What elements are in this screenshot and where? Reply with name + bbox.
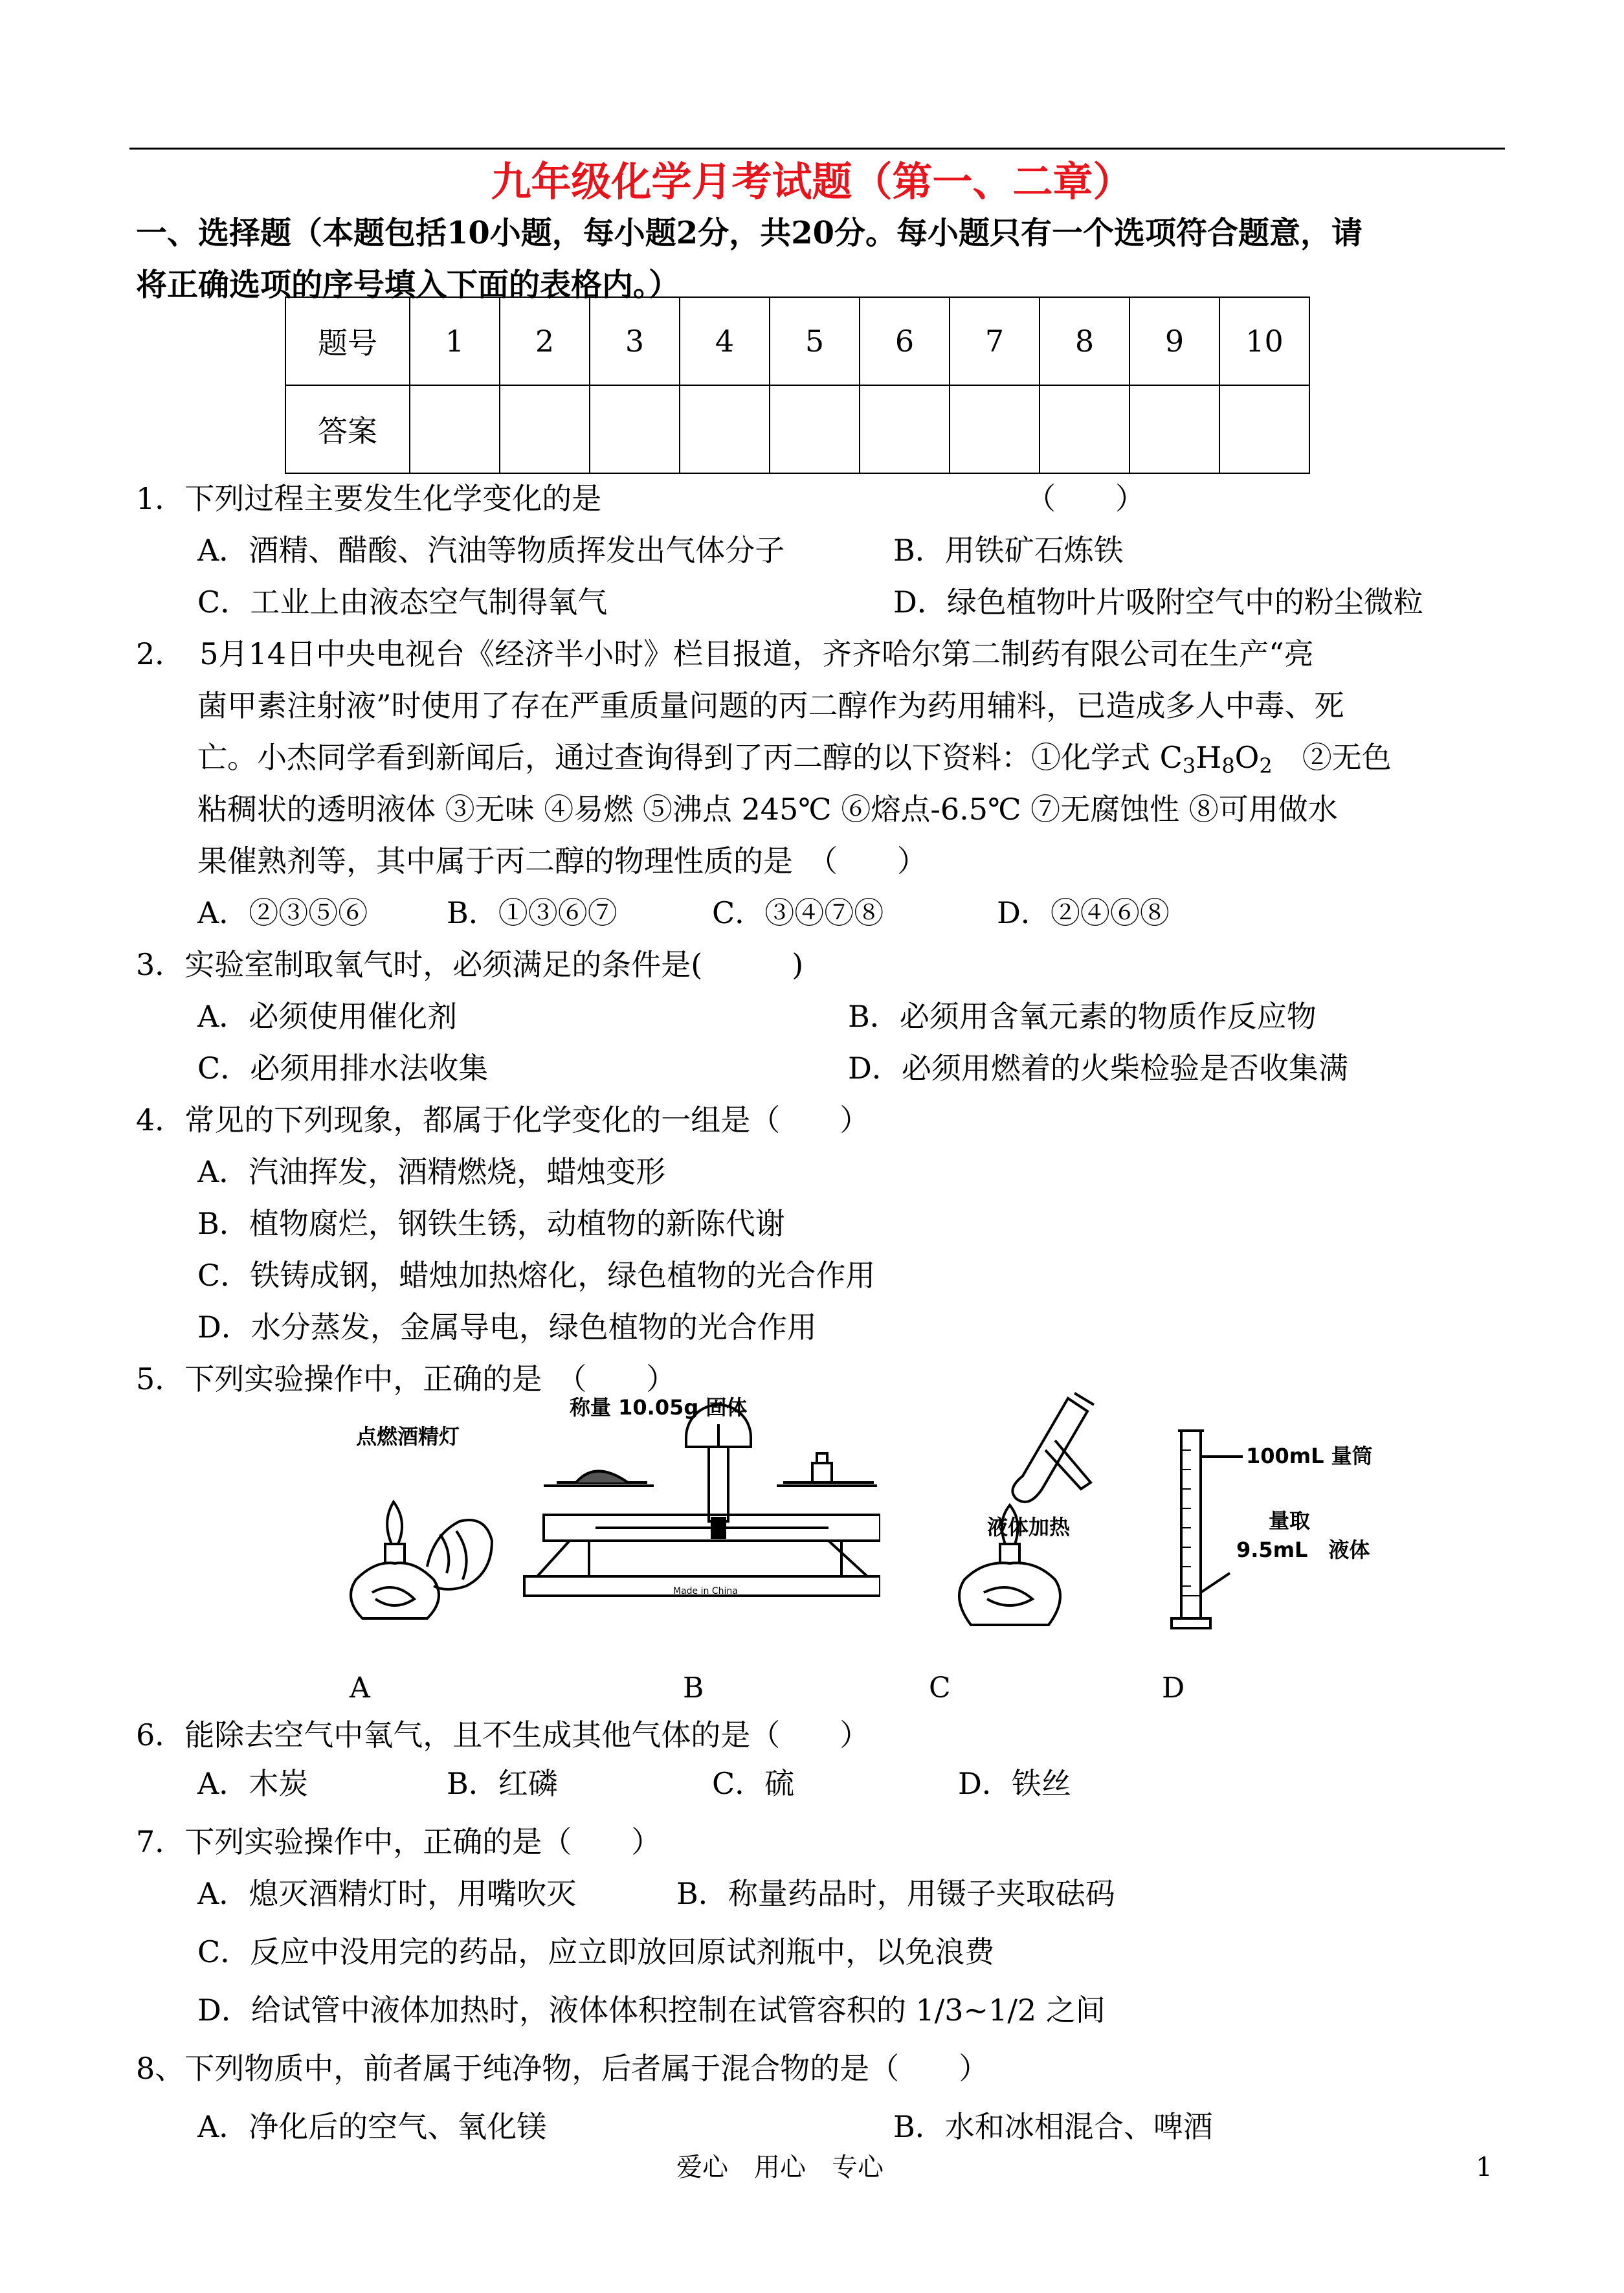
q3-option-b: B．必须用含氧元素的物质作反应物 (848, 999, 1317, 1034)
q1-stem-text: 1．下列过程主要发生化学变化的是 (136, 481, 602, 516)
q4-stem: 4．常见的下列现象，都属于化学变化的一组是（ ） (136, 1102, 870, 1137)
q3-option-d: D．必须用燃着的火柴检验是否收集满 (848, 1051, 1348, 1086)
q2-line2: 菌甲素注射液”时使用了存在严重质量问题的丙二醇作为药用辅料，已造成多人中毒、死 (197, 688, 1344, 723)
formula-subscript: 2 (1259, 754, 1273, 778)
flame-icon (387, 1502, 402, 1544)
q7-option-c: C．反应中没用完的药品，应立即放回原试剂瓶中，以免浪费 (197, 1934, 995, 1969)
answer-cell[interactable] (500, 385, 590, 473)
q4-option-d: D．水分蒸发，金属导电，绿色植物的光合作用 (197, 1310, 817, 1345)
q2-line1: 2． 5月14日中央电视台《经济半小时》栏目报道，齐齐哈尔第二制药有限公司在生产“亮 (136, 636, 1314, 671)
section-heading (136, 207, 1502, 311)
q1-option-d: D．绿色植物叶片吸附空气中的粉尘微粒 (893, 585, 1423, 620)
answer-table-row-label: 题号 (285, 297, 410, 385)
balance-pillar (709, 1447, 728, 1521)
figure-d-label-volume: 9.5mL 液体 (1236, 1538, 1370, 1562)
q1-option-c: C．工业上由液态空气制得氧气 (197, 585, 608, 620)
q4-option-b: B．植物腐烂，钢铁生锈，动植物的新陈代谢 (197, 1206, 785, 1241)
answer-cell[interactable] (680, 385, 770, 473)
answer-cell[interactable] (950, 385, 1040, 473)
q2-line5: 果催熟剂等，其中属于丙二醇的物理性质的是 （ ） (197, 844, 927, 878)
figure-option-b: B (683, 1672, 704, 1705)
q5-stem: 5．下列实验操作中，正确的是 （ ） (136, 1361, 676, 1396)
lamp-body (351, 1563, 439, 1618)
q3-stem: 3．实验室制取氧气时，必须满足的条件是( ) (136, 947, 804, 982)
q2-option-a: A．②③⑤⑥ (197, 895, 368, 930)
answer-cell[interactable] (1129, 385, 1219, 473)
q2-line3-tail: ②无色 (1272, 740, 1392, 775)
q2-line3 (197, 738, 1392, 785)
q8-option-b: B．水和冰相混合、啤酒 (893, 2109, 1213, 2144)
formula-element: O (1234, 740, 1260, 775)
cylinder-body (1178, 1431, 1204, 1618)
second-lamp-tilted (427, 1520, 492, 1589)
q6-stem: 6．能除去空气中氧气，且不生成其他气体的是（ ） (136, 1717, 870, 1752)
figure-option-a: A (350, 1672, 370, 1705)
q6-option-b: B．红磷 (447, 1766, 558, 1801)
answer-table-number: 5 (770, 297, 860, 385)
page-title: 九年级化学月考试题（第一、二章） (491, 158, 1133, 205)
answer-table-number: 6 (860, 297, 950, 385)
figure-d-label-cylinder: 100mL 量筒 (1246, 1444, 1373, 1468)
balance-maker-mark: Made in China (673, 1586, 738, 1596)
header-rule (129, 148, 1505, 150)
answer-cell[interactable] (860, 385, 950, 473)
answer-cell[interactable] (770, 385, 860, 473)
q7-option-a: A．熄灭酒精灯时，用嘴吹灭 (197, 1876, 577, 1911)
answer-cell[interactable] (1219, 385, 1309, 473)
answer-table-number: 1 (410, 297, 500, 385)
q2-option-d: D．②④⑥⑧ (997, 895, 1170, 930)
q1-option-a: A．酒精、醋酸、汽油等物质挥发出气体分子 (197, 533, 785, 568)
section-heading-line2: 将正确选项的序号填入下面的表格内。） (136, 267, 680, 303)
figure-c-label: 液体加热 (987, 1515, 1071, 1539)
answer-table-number: 9 (1129, 297, 1219, 385)
cylinder-base (1172, 1618, 1210, 1628)
q1-option-b: B．用铁矿石炼铁 (893, 533, 1124, 568)
q7-stem: 7．下列实验操作中，正确的是（ ） (136, 1824, 662, 1859)
weight-icon (812, 1463, 832, 1482)
lamp-neck (385, 1544, 405, 1563)
q6-option-d: D．铁丝 (958, 1766, 1071, 1801)
q8-stem: 8、下列物质中，前者属于纯净物，后者属于混合物的是（ ） (136, 2051, 989, 2086)
page-number: 1 (1476, 2153, 1493, 2182)
answer-table-number: 3 (590, 297, 680, 385)
footer-motto: 爱心 用心 专心 (676, 2153, 884, 2182)
answer-table-answer-row (285, 385, 1309, 473)
q4-option-c: C．铁铸成钢，蜡烛加热熔化，绿色植物的光合作用 (197, 1258, 876, 1293)
q8-option-a: A．净化后的空气、氧化镁 (197, 2109, 547, 2144)
q3-option-c: C．必须用排水法收集 (197, 1051, 489, 1086)
q2-line3-text: 亡。小杰同学看到新闻后，通过查询得到了丙二醇的以下资料：①化学式 C (197, 740, 1183, 775)
formula-element: H (1196, 740, 1222, 775)
solid-sample (576, 1471, 628, 1483)
q2-option-b: B．①③⑥⑦ (447, 895, 617, 930)
figure-c-heating-liquid (919, 1385, 1139, 1644)
q1-bracket: （ ） (1026, 481, 1145, 516)
q7-option-b: B．称量药品时，用镊子夹取砝码 (676, 1876, 1115, 1911)
figure-a-lighting-lamp (317, 1405, 511, 1638)
figure-option-c: C (929, 1672, 951, 1705)
figure-d-label-measure: 量取 (1269, 1508, 1311, 1533)
formula-subscript: 3 (1182, 754, 1196, 778)
q6-option-c: C．硫 (712, 1766, 795, 1801)
tube-holder (1045, 1440, 1091, 1489)
answer-table-number: 8 (1040, 297, 1129, 385)
q4-option-a: A．汽油挥发，酒精燃烧，蜡烛变形 (197, 1154, 666, 1189)
figure-option-d: D (1162, 1672, 1185, 1705)
answer-table-number: 7 (950, 297, 1040, 385)
answer-cell[interactable] (410, 385, 500, 473)
answer-table-number: 2 (500, 297, 590, 385)
q6-option-a: A．木炭 (197, 1766, 309, 1801)
test-tube (1012, 1398, 1087, 1502)
figure-a-label: 点燃酒精灯 (356, 1424, 460, 1449)
answer-cell[interactable] (1040, 385, 1129, 473)
answer-table-number: 10 (1219, 297, 1309, 385)
q2-option-c: C．③④⑦⑧ (712, 895, 884, 930)
figure-d-graduated-cylinder (1165, 1424, 1392, 1657)
alcohol-lamp (959, 1563, 1060, 1625)
section-heading-line1: 一、选择题（本题包括10小题，每小题2分，共20分。每小题只有一个选项符合题意，请 (136, 215, 1363, 251)
q1-stem (136, 479, 601, 518)
formula-subscript: 8 (1221, 754, 1235, 778)
q2-line4: 粘稠状的透明液体 ③无味 ④易燃 ⑤沸点 245℃ ⑥熔点-6.5℃ ⑦无腐蚀性 ⑧可用做水 (197, 792, 1338, 827)
left-pan (544, 1482, 654, 1486)
q3-option-a: A．必须使用催化剂 (197, 999, 458, 1034)
answer-table-row-label: 答案 (285, 385, 410, 473)
answer-table-number: 4 (680, 297, 770, 385)
answer-table (285, 296, 1310, 474)
answer-table-number-row (285, 297, 1309, 385)
figure-b-balance (518, 1385, 880, 1644)
figure-b-label: 称量 10.05g 固体 (570, 1395, 748, 1420)
answer-cell[interactable] (590, 385, 680, 473)
q7-option-d: D．给试管中液体加热时，液体体积控制在试管容积的 1/3~1/2 之间 (197, 1993, 1106, 2028)
